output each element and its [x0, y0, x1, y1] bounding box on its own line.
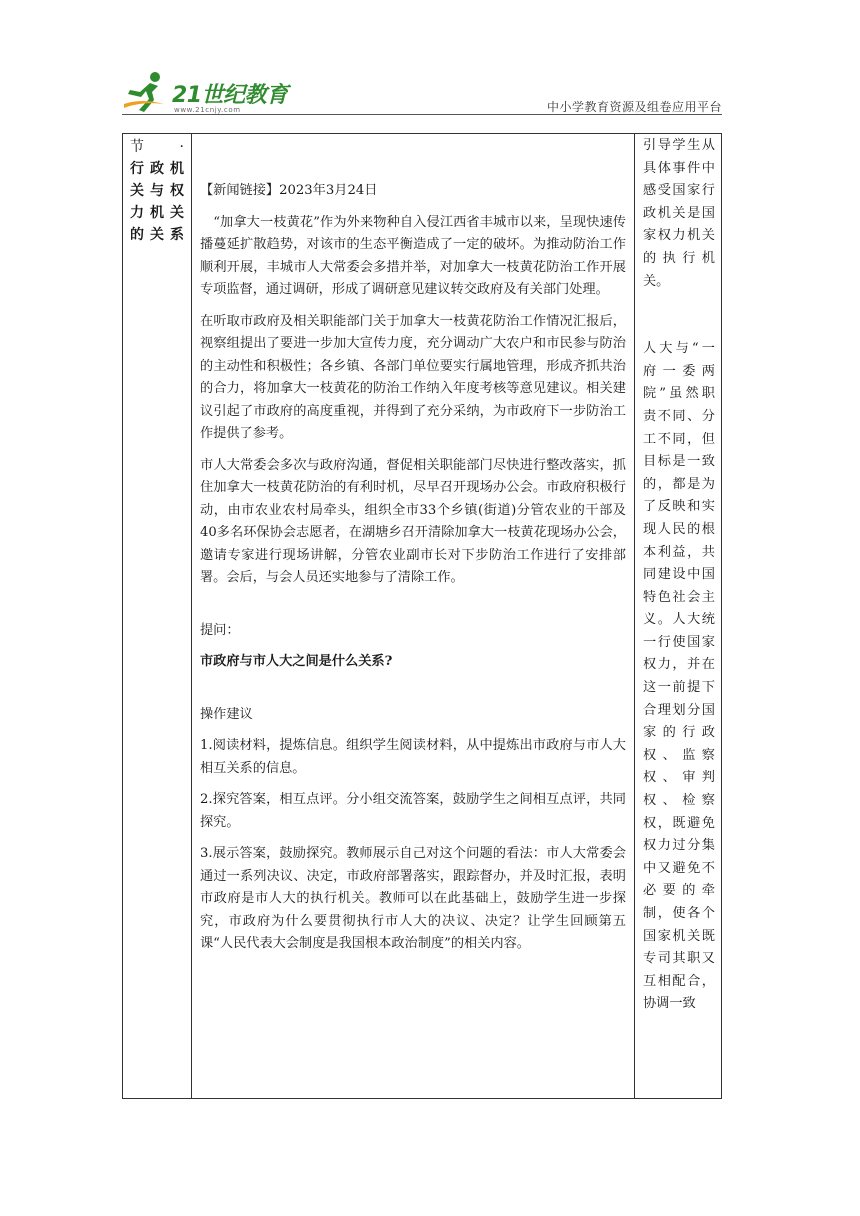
- news-paragraph-3: 市人大常委会多次与政府沟通，督促相关职能部门尽快进行整改落实，抓住加拿大一枝黄花防治的有利时机，尽早召开现场办公会。市政府积极行动，由市农业农村局牵头，组织全市33个乡镇(街道)分管农业的干部及40多名环保协会志愿者，在湖塘乡召开清除加拿大一枝黄花现场办公会，邀请专家进行现场讲解，分管农业副市长对下步防治工作进行了安排部署。会后，与会人员还实地参与了清除工作。: [200, 457, 626, 585]
- table-row: [123, 134, 722, 1099]
- logo-url: www.21cnjy.com: [174, 106, 241, 114]
- logo: [122, 70, 292, 114]
- content-cell: [192, 134, 635, 1099]
- page-header: [122, 64, 722, 118]
- logo-text: 21世纪教育: [172, 83, 288, 108]
- news-title: 【新闻链接】2023年3月24日: [200, 183, 378, 198]
- suggestion-step-3: 3.展示答案，鼓励探究。教师展示自己对这个问题的看法：市人大常委会通过一系列决议、决定，市政府部署落实，跟踪督办，并及时汇报，表明市政府是市人大的执行机关。教师可以在此基础上，鼓励学生进一步探究，市政府为什么要贯彻执行市人大的决议、决定？让学生回顾第五课“人民代表大会制度是我国根本政治制度”的相关内容。: [200, 846, 626, 951]
- question-label: 提问：: [200, 622, 240, 638]
- note-2: 人大与“一府一委两院”虽然职责不同、分工不同，但目标是一致的，都是为了反映和实现人民的根本利益，共同建设中国特色社会主义。人大统一行使国家权力，并在这一前提下合理划分国家的行政权、监察权、审判权、检察权，既避免权力过分集中又避免不必要的牵制，使各个国家机关既专司其职又互相配合，协调一致: [643, 341, 715, 1012]
- news-paragraph-1: “加拿大一枝黄花”作为外来物种自入侵江西省丰城市以来，呈现快速传播蔓延扩散趋势，对该市的生态平衡造成了一定的破坏。为推动防治工作顺利开展，丰城市人大常委会多措并举，对加拿大一枝黄花防治工作开展专项监督，通过调研，形成了调研意见建议转交政府及有关部门处理。: [200, 214, 626, 297]
- notes-cell: [635, 134, 722, 1099]
- section-prefix: 节: [130, 139, 144, 155]
- platform-name: 中小学教育资源及组卷应用平台: [546, 100, 722, 114]
- question-text: 市政府与市人大之间是什么关系?: [200, 654, 393, 669]
- section-title: 行政机关与权力机关的关系: [130, 161, 184, 243]
- news-paragraph-2: 在听取市政府及相关职能部门关于加拿大一枝黄花防治工作情况汇报后，视察组提出了要进一步加大宣传力度，充分调动广大农户和市民参与防治的主动性和积极性；各乡镇、各部门单位要实行属地管理，形成齐抓共治的合力，将加拿大一枝黄花的防治工作纳入年度考核等意见建议。相关建议引起了市政府的高度重视，并得到了充分采纳，为市政府下一步防治工作提供了参考。: [200, 313, 626, 441]
- lesson-table: [122, 133, 722, 1099]
- header-divider: [122, 114, 722, 115]
- section-prefix-line: [130, 136, 184, 158]
- suggestion-label: 操作建议: [200, 706, 253, 722]
- suggestion-step-1: 1.阅读材料，提炼信息。组织学生阅读材料，从中提炼出市政府与市人大相互关系的信息。: [200, 738, 626, 776]
- suggestion-step-2: 2.探究答案，相互点评。分小组交流答案，鼓励学生之间相互点评，共同探究。: [200, 792, 626, 830]
- note-1: 引导学生从具体事件中感受国家行政机关是国家权力机关的执行机关。: [643, 138, 715, 289]
- section-cell: [123, 134, 192, 1099]
- runner-logo-icon: [122, 70, 172, 114]
- section-dot: ·: [179, 139, 184, 155]
